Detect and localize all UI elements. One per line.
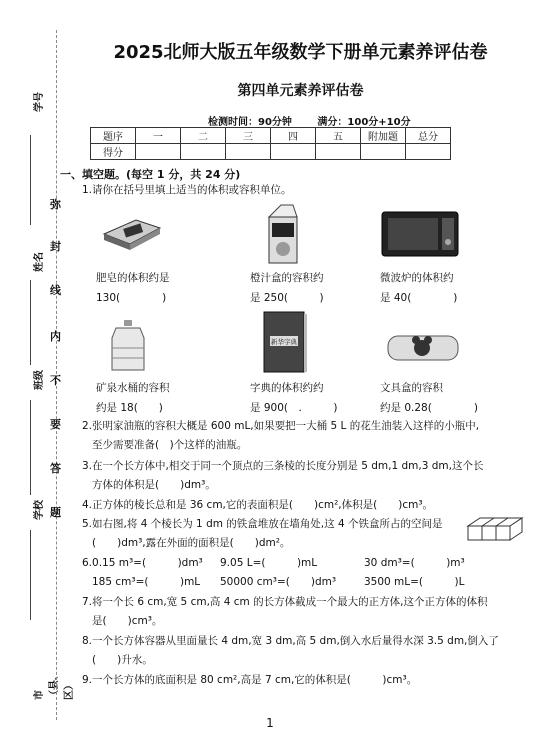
margin-label-school: 学校 [34, 500, 45, 520]
question-6-row-1-a: 6.0.15 m³=( )dm³ [82, 557, 203, 569]
microwave-image [380, 210, 460, 264]
score-cell: 四 [271, 128, 316, 144]
question-6-row-1-c: 30 dm³=( )m³ [364, 557, 465, 569]
page-number: 1 [266, 716, 274, 730]
seal-char: 题 [50, 506, 61, 519]
q1-item-microwave: 微波炉的体积约 是 40( ) [380, 272, 458, 304]
pencil-case-image [386, 330, 460, 368]
score-input-cell[interactable] [406, 144, 451, 160]
question-8-line-1: 8.一个长方体容器从里面量长 4 dm,宽 3 dm,高 5 dm,倒入水后量得水深 3.5 dm,倒入了 [82, 635, 499, 647]
score-cell: 附加题 [361, 128, 406, 144]
exam-full-score: 满分：100分+10分 [317, 117, 411, 128]
unit-subtitle: 第四单元素养评估卷 [237, 83, 364, 99]
score-input-cell[interactable] [181, 144, 226, 160]
question-4: 4.正方体的棱长总和是 36 cm,它的表面积是( )cm²,体积是( )cm³。 [82, 499, 434, 511]
seal-char: 答 [50, 462, 61, 475]
score-input-cell[interactable] [226, 144, 271, 160]
margin-line [30, 400, 31, 495]
score-cell: 题序 [91, 128, 136, 144]
margin-label-district: 市（县、区） [34, 670, 75, 700]
score-input-cell[interactable] [136, 144, 181, 160]
seal-char: 不 [50, 374, 61, 387]
question-6-row-2-a: 185 cm³=( )mL [92, 576, 201, 588]
q1-item-water-bucket: 矿泉水桶的容积 约是 18( ) [96, 382, 170, 414]
q1-item-pencil-case: 文具盒的容积 约是 0.28( ) [380, 382, 478, 414]
question-8-line-2: ( )升水。 [92, 654, 153, 666]
seal-char: 封 [50, 240, 61, 253]
binding-margin [0, 0, 75, 739]
score-cell: 五 [316, 128, 361, 144]
exam-time: 检测时间：90分钟 [208, 117, 292, 128]
exam-title: 2025北师大版五年级数学下册单元素养评估卷 [113, 42, 488, 63]
score-cell: 二 [181, 128, 226, 144]
section-heading: 一、填空题。(每空 1 分，共 24 分) [60, 168, 241, 181]
seal-char: 线 [50, 284, 61, 297]
stacked-boxes-image [466, 514, 526, 548]
question-2-line-2: 至少需要准备( )个这样的油瓶。 [92, 439, 248, 451]
water-bucket-image [108, 318, 148, 378]
score-cell: 总分 [406, 128, 451, 144]
juice-carton-image [263, 203, 303, 269]
score-table-header-row [91, 128, 451, 144]
question-5-line-2: ( )dm³,露在外面的面积是( )dm²。 [92, 537, 291, 549]
seal-char: 内 [50, 330, 61, 343]
score-input-cell[interactable] [361, 144, 406, 160]
q1-item-juice: 橙汁盒的容积约 是 250( ) [250, 272, 324, 304]
q1-item-dictionary: 字典的体积约约 是 900( . ) [250, 382, 338, 414]
dictionary-image [262, 310, 308, 378]
q1-item-soap: 肥皂的体积约是 130( ) [96, 272, 170, 304]
score-input-cell[interactable] [271, 144, 316, 160]
question-5-line-1: 5.如右图,将 4 个棱长为 1 dm 的铁盒堆放在墙角处,这 4 个铁盒所占的空间是 [82, 518, 443, 530]
question-9: 9.一个长方体的底面积是 80 cm²,高是 7 cm,它的体积是( )cm³。 [82, 674, 418, 686]
question-1-stem: 1.请你在括号里填上适当的体积或容积单位。 [82, 184, 292, 196]
margin-label-student-id: 学号 [34, 92, 45, 112]
question-2-line-1: 2.张明家油瓶的容积大概是 600 mL,如果要把一大桶 5 L 的花生油装入这样的小瓶中, [82, 420, 480, 432]
question-6-row-2-b: 50000 cm³=( )dm³ [220, 576, 337, 588]
seal-char: 弥 [50, 198, 61, 211]
score-cell: 三 [226, 128, 271, 144]
question-3-line-1: 3.在一个长方体中,相交于同一个顶点的三条棱的长度分别是 5 dm,1 dm,3 dm,这个长 [82, 460, 484, 472]
seal-char: 要 [50, 418, 61, 431]
question-7-line-1: 7.将一个长 6 cm,宽 5 cm,高 4 cm 的长方体截成一个最大的正方体,这个正方体的体积 [82, 596, 488, 608]
dictionary-title-text: 新华字典 [271, 338, 297, 346]
margin-line [30, 135, 31, 225]
margin-line [30, 530, 31, 620]
exam-meta [208, 113, 433, 128]
margin-label-name: 姓名 [34, 252, 45, 272]
soap-image [100, 212, 164, 256]
score-table [90, 127, 451, 160]
question-3-line-2: 方体的体积是( )dm³。 [92, 479, 216, 491]
score-cell: 一 [136, 128, 181, 144]
margin-label-class: 班级 [34, 370, 45, 390]
margin-line [30, 280, 31, 365]
score-table-score-row [91, 144, 451, 160]
score-input-cell[interactable] [316, 144, 361, 160]
question-6-row-2-c: 3500 mL=( )L [364, 576, 465, 588]
question-6-row-1-b: 9.05 L=( )mL [220, 557, 318, 569]
score-cell: 得分 [91, 144, 136, 160]
question-7-line-2: 是( )cm³。 [92, 615, 163, 627]
